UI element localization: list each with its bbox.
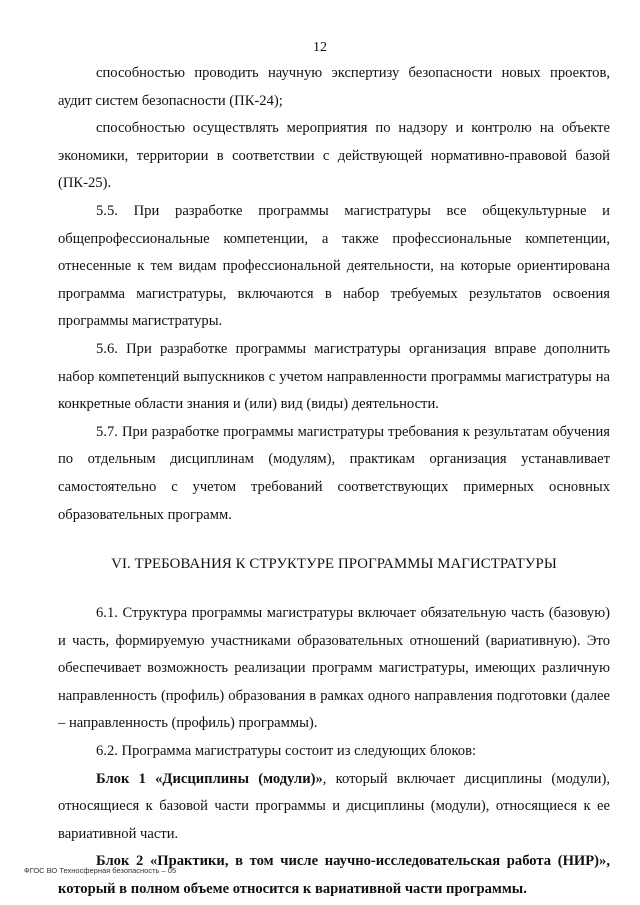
page-number: 12: [313, 40, 327, 55]
block-1-text: , который включает дисциплины (модули), относящиеся к базовой части программы и дисциплины (модули), относящиеся к ее вариативной части.: [58, 770, 610, 842]
page-footer: ФГОС ВО Техносферная безопасность – 05: [24, 866, 177, 875]
paragraph-block-2: Блок 2 «Практики, в том числе научно-исследовательская работа (НИР)», который в полном объеме относится к вариативной части программы.: [58, 853, 610, 898]
paragraph-6-2: 6.2. Программа магистратуры состоит из следующих блоков:: [96, 743, 477, 760]
paragraph-5-6: 5.6. При разработке программы магистратуры организация вправе дополнить набор компетенций выпускников с учетом направленности программы магистратуры на конкретные области знания и (или) вид (виды) деятельности.: [58, 340, 610, 413]
paragraph-5-5: 5.5. При разработке программы магистратуры все общекультурные и общепрофессиональные компетенции, а также профессиональные компетенции, отнесенные к тем видам профессиональной деятельности, на которые ориентирована программа магистратуры, включаются в набор требуемых результатов освоения программы магистратуры.: [58, 202, 610, 330]
paragraph-pk25: способностью осуществлять мероприятия по надзору и контролю на объекте экономики, территории в соответствии с действующей нормативно-правовой базой (ПК-25).: [58, 120, 610, 192]
paragraph-6-1: 6.1. Структура программы магистратуры включает обязательную часть (базовую) и часть, формируемую участниками образовательных отношений (вариативную). Это обеспечивает возможность реализации программ магистратуры, имеющих различную направленность (профиль) образования в рамках одного направления подготовки (далее – направленность (профиль) программы).: [58, 605, 610, 732]
paragraph-5-7: 5.7. При разработке программы магистратуры требования к результатам обучения по отдельным дисциплинам (модулям), практикам организация устанавливает самостоятельно с учетом требований соответствующих примерных основных образовательных программ.: [58, 423, 610, 523]
paragraph-pk24: способностью проводить научную экспертизу безопасности новых проектов, аудит систем безопасности (ПК-24);: [58, 65, 610, 109]
paragraph-block-1: [58, 766, 610, 849]
block-1-title: Блок 1 «Дисциплины (модули)»: [96, 770, 323, 787]
document-body: [58, 60, 610, 904]
section-heading: VI. ТРЕБОВАНИЯ К СТРУКТУРЕ ПРОГРАММЫ МАГИСТРАТУРЫ: [111, 556, 557, 573]
